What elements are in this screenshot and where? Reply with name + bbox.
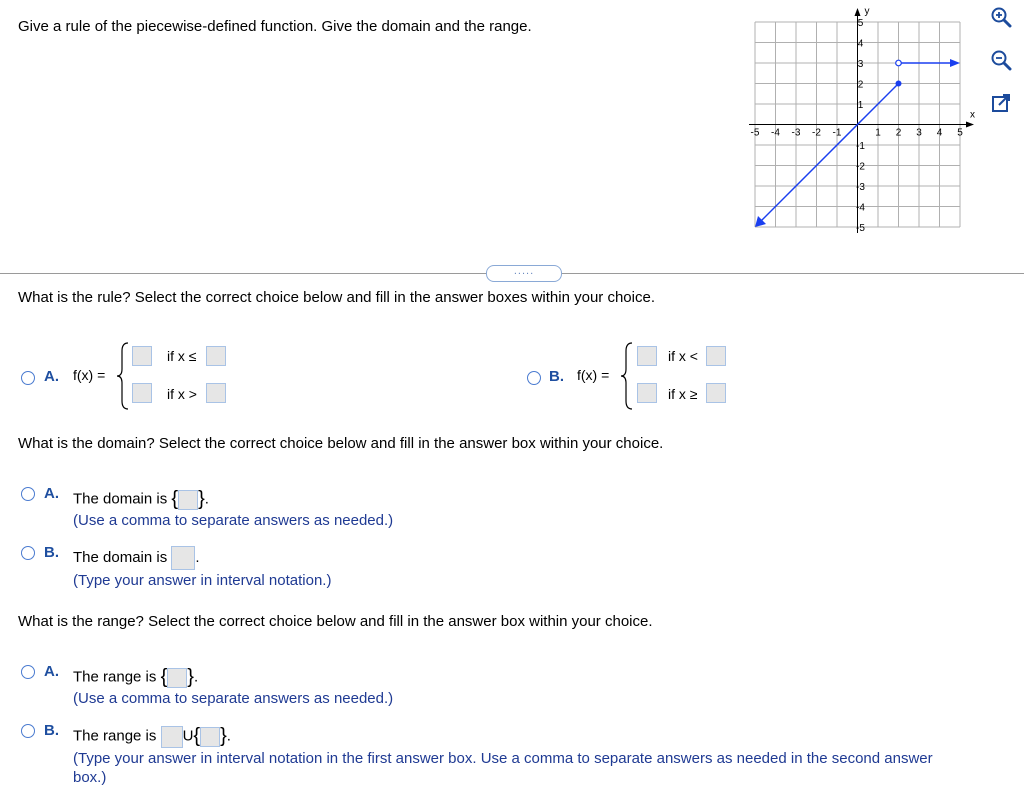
- domain-prompt: What is the domain? Select the correct choice below and fill in the answer box within your choice.: [18, 435, 664, 452]
- rule-option-b-lhs: f(x) =: [577, 367, 610, 383]
- rule-option-b-radio[interactable]: [527, 371, 541, 385]
- rule-option-b-brace: [620, 341, 634, 411]
- domain-option-b-radio[interactable]: [21, 546, 35, 560]
- domain-option-b-letter: B.: [44, 544, 59, 561]
- rule-option-b-letter: B.: [549, 368, 564, 385]
- x-axis-label: x: [970, 109, 975, 121]
- range-b-text: The range is: [73, 727, 157, 745]
- range-option-b-radio[interactable]: [21, 724, 35, 738]
- x-tick-label: 5: [957, 127, 963, 139]
- range-b-set-input[interactable]: [200, 727, 220, 747]
- domain-a-input[interactable]: [178, 490, 198, 510]
- rule-option-a-lhs: f(x) =: [73, 367, 106, 383]
- y-tick-label: -1: [856, 141, 865, 152]
- range-option-a-letter: A.: [44, 663, 59, 680]
- x-tick-label: 2: [895, 127, 902, 139]
- rule-b-cond2-label: if x ≥: [668, 386, 698, 402]
- rule-b-expr2-input[interactable]: [637, 383, 657, 403]
- question-prompt: Give a rule of the piecewise-defined function. Give the domain and the range.: [18, 18, 532, 35]
- domain-option-a-row: [73, 488, 209, 511]
- y-axis-label: y: [864, 6, 870, 17]
- rule-a-expr2-input[interactable]: [132, 383, 152, 403]
- domain-a-open-brace: {: [171, 488, 179, 510]
- function-graph: [740, 0, 990, 245]
- x-tick-label: -2: [812, 127, 821, 139]
- domain-b-hint: (Type your answer in interval notation.): [73, 572, 332, 589]
- rule-a-cond1-label: if x ≤: [167, 348, 197, 364]
- popout-icon[interactable]: [989, 91, 1013, 115]
- domain-option-b-row: [73, 546, 200, 570]
- expand-toggle-button[interactable]: .....: [486, 265, 562, 282]
- rule-b-cond1-label: if x <: [668, 348, 698, 364]
- y-tick-label: 3: [857, 59, 864, 70]
- range-b-hint-line1: (Type your answer in interval notation in the first answer box. Use a comma to separate answers as needed in the second answer: [73, 750, 933, 767]
- range-b-close-brace: }: [220, 725, 227, 747]
- domain-a-hint: (Use a comma to separate answers as needed.): [73, 512, 394, 529]
- rule-a-expr1-input[interactable]: [132, 346, 152, 366]
- domain-a-close-brace: }: [198, 488, 205, 510]
- x-tick-label: -4: [771, 127, 780, 139]
- y-tick-label: 2: [857, 79, 864, 91]
- x-tick-label: -3: [791, 127, 801, 139]
- domain-a-text: The domain is: [73, 490, 168, 508]
- zoom-out-icon[interactable]: [989, 48, 1013, 72]
- range-a-period: .: [193, 668, 199, 686]
- domain-b-input[interactable]: [171, 546, 195, 570]
- rule-option-a-letter: A.: [44, 368, 59, 385]
- y-tick-label: -2: [856, 161, 865, 173]
- x-tick-label: -5: [750, 127, 760, 139]
- rule-b-bound1-input[interactable]: [706, 346, 726, 366]
- segment-2-arrow: [950, 59, 960, 67]
- x-tick-label: -1: [832, 127, 842, 139]
- x-tick-label: 1: [875, 127, 881, 139]
- range-option-a-radio[interactable]: [21, 665, 35, 679]
- domain-b-period: .: [195, 548, 200, 566]
- y-tick-label: 5: [857, 18, 864, 29]
- domain-b-text: The domain is: [73, 548, 168, 566]
- rule-a-cond2-label: if x >: [167, 386, 197, 402]
- x-tick-label: 3: [916, 127, 922, 139]
- segment-2-open-endpoint: [896, 60, 902, 66]
- rule-prompt: What is the rule? Select the correct choice below and fill in the answer boxes within your choice.: [18, 289, 655, 306]
- range-b-period: .: [226, 727, 231, 745]
- domain-option-a-letter: A.: [44, 485, 59, 502]
- y-tick-label: 4: [857, 38, 864, 50]
- range-a-close-brace: }: [187, 666, 194, 688]
- range-a-input[interactable]: [167, 668, 187, 688]
- range-prompt: What is the range? Select the correct choice below and fill in the answer box within your choice.: [18, 613, 653, 630]
- range-a-hint: (Use a comma to separate answers as needed.): [73, 690, 394, 707]
- x-axis-arrow: [966, 122, 974, 128]
- x-tick-label: 4: [936, 127, 943, 139]
- rule-option-a-brace: [116, 341, 130, 411]
- range-b-open-brace: {: [193, 725, 201, 747]
- rule-b-expr1-input[interactable]: [637, 346, 657, 366]
- rule-a-bound1-input[interactable]: [206, 346, 226, 366]
- y-tick-label: 1: [857, 100, 864, 111]
- y-tick-label: -4: [856, 202, 865, 214]
- range-option-a-row: [73, 666, 198, 689]
- range-option-b-row: [73, 725, 231, 748]
- domain-option-a-radio[interactable]: [21, 487, 35, 501]
- range-a-text: The range is: [73, 668, 157, 686]
- rule-b-bound2-input[interactable]: [706, 383, 726, 403]
- rule-option-a-radio[interactable]: [21, 371, 35, 385]
- rule-a-bound2-input[interactable]: [206, 383, 226, 403]
- range-b-interval-input[interactable]: [161, 726, 183, 748]
- segment-1-closed-endpoint: [896, 81, 902, 87]
- range-b-hint-line2: box.): [73, 769, 107, 786]
- domain-a-period: .: [204, 490, 209, 508]
- y-axis-arrow: [855, 8, 861, 16]
- zoom-in-icon[interactable]: [989, 5, 1013, 29]
- range-a-open-brace: {: [160, 666, 168, 688]
- y-tick-label: -5: [856, 223, 865, 234]
- range-b-union: U: [182, 727, 194, 745]
- range-option-b-letter: B.: [44, 722, 59, 739]
- y-tick-label: -3: [856, 182, 865, 193]
